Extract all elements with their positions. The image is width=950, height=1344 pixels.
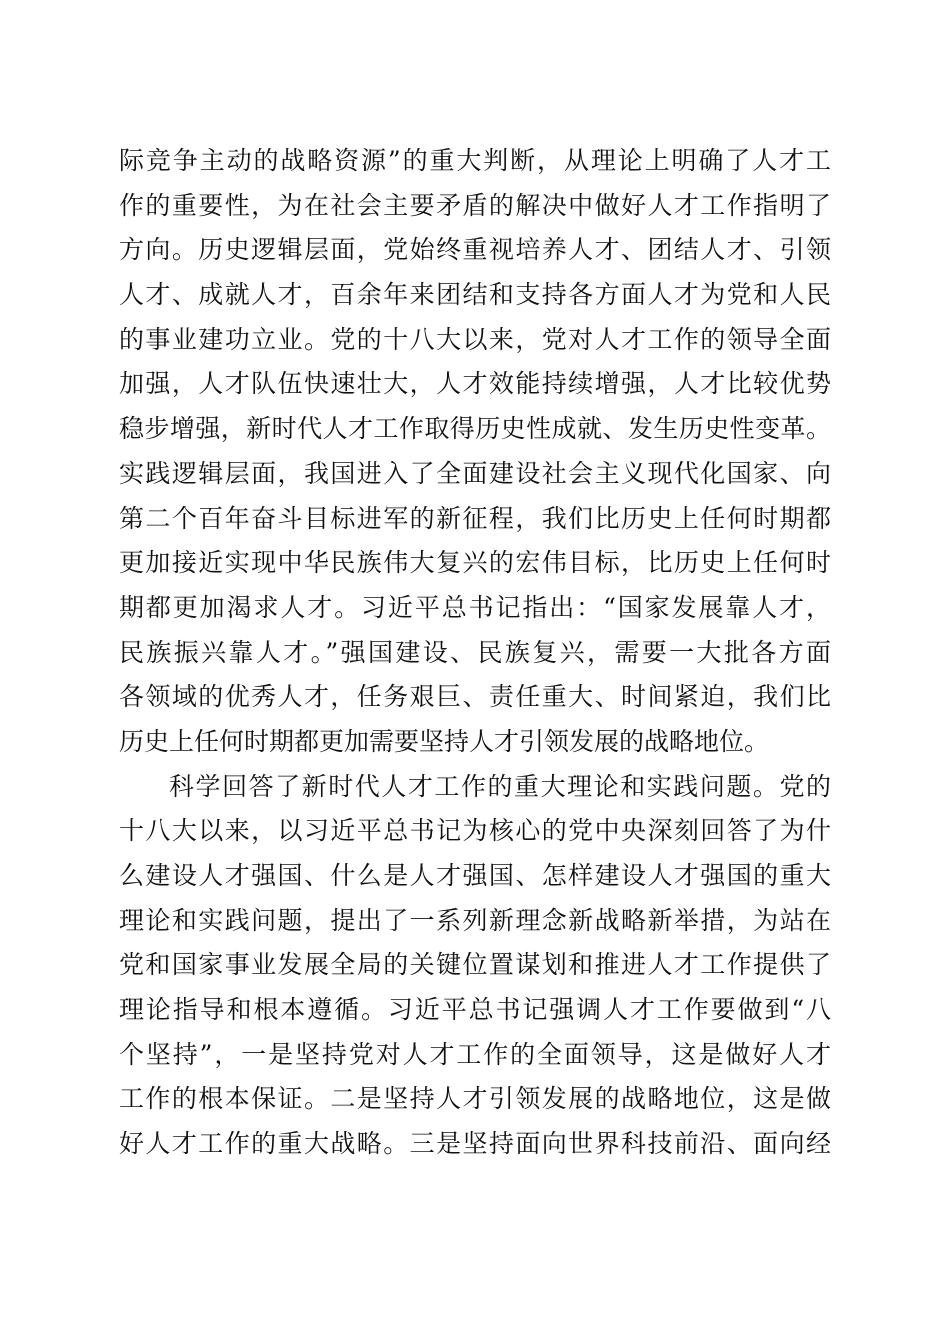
text-line-10: 更加接近实现中华民族伟大复兴的宏伟目标，比历史上任何时: [119, 548, 831, 578]
text-line-15: 科学回答了新时代人才工作的重大理论和实践问题。党的: [169, 771, 831, 801]
text-line-14: 历史上任何时期都更加需要坚持人才引领发展的战略地位。: [119, 726, 770, 756]
text-line-4: 人才、成就人才，百余年来团结和支持各方面人才为党和人民: [119, 280, 831, 310]
text-line-23: 好人才工作的重大战略。三是坚持面向世界科技前沿、面向经: [119, 1129, 831, 1159]
text-line-17: 么建设人才强国、什么是人才强国、怎样建设人才强国的重大: [119, 861, 831, 890]
text-line-11: 期都更加渴求人才。习近平总书记指出：“国家发展靠人才，: [119, 592, 831, 622]
text-line-9: 第二个百年奋斗目标进军的新征程，我们比历史上任何时期都: [119, 503, 831, 533]
text-line-1: 际竞争主动的战略资源”的重大判断，从理论上明确了人才工: [119, 146, 831, 175]
text-line-8: 实践逻辑层面，我国进入了全面建设社会主义现代化国家、向: [119, 458, 831, 488]
text-line-2: 作的重要性，为在社会主要矛盾的解决中做好人才工作指明了: [119, 190, 831, 220]
text-line-20: 理论指导和根本遵循。习近平总书记强调人才工作要做到“八: [119, 995, 831, 1025]
text-line-7: 稳步增强，新时代人才工作取得历史性成就、发生历史性变革。: [119, 414, 831, 444]
text-line-3: 方向。历史逻辑层面，党始终重视培养人才、团结人才、引领: [119, 235, 831, 265]
text-line-16: 十八大以来，以习近平总书记为核心的党中央深刻回答了为什: [119, 816, 831, 846]
text-line-21: 个坚持”，一是坚持党对人才工作的全面领导，这是做好人才: [119, 1039, 831, 1069]
text-line-13: 各领域的优秀人才，任务艰巨、责任重大、时间紧迫，我们比: [119, 682, 831, 712]
text-line-5: 的事业建功立业。党的十八大以来，党对人才工作的领导全面: [119, 324, 831, 354]
text-line-19: 党和国家事业发展全局的关键位置谋划和推进人才工作提供了: [119, 950, 831, 980]
text-line-18: 理论和实践问题，提出了一系列新理念新战略新举措，为站在: [119, 905, 831, 935]
body-text: [119, 139, 831, 1167]
text-line-22: 工作的根本保证。二是坚持人才引领发展的战略地位，这是做: [119, 1084, 831, 1114]
text-line-12: 民族振兴靠人才。”强国建设、民族复兴，需要一大批各方面: [119, 637, 831, 667]
text-line-6: 加强，人才队伍快速壮大，人才效能持续增强，人才比较优势: [119, 369, 831, 399]
